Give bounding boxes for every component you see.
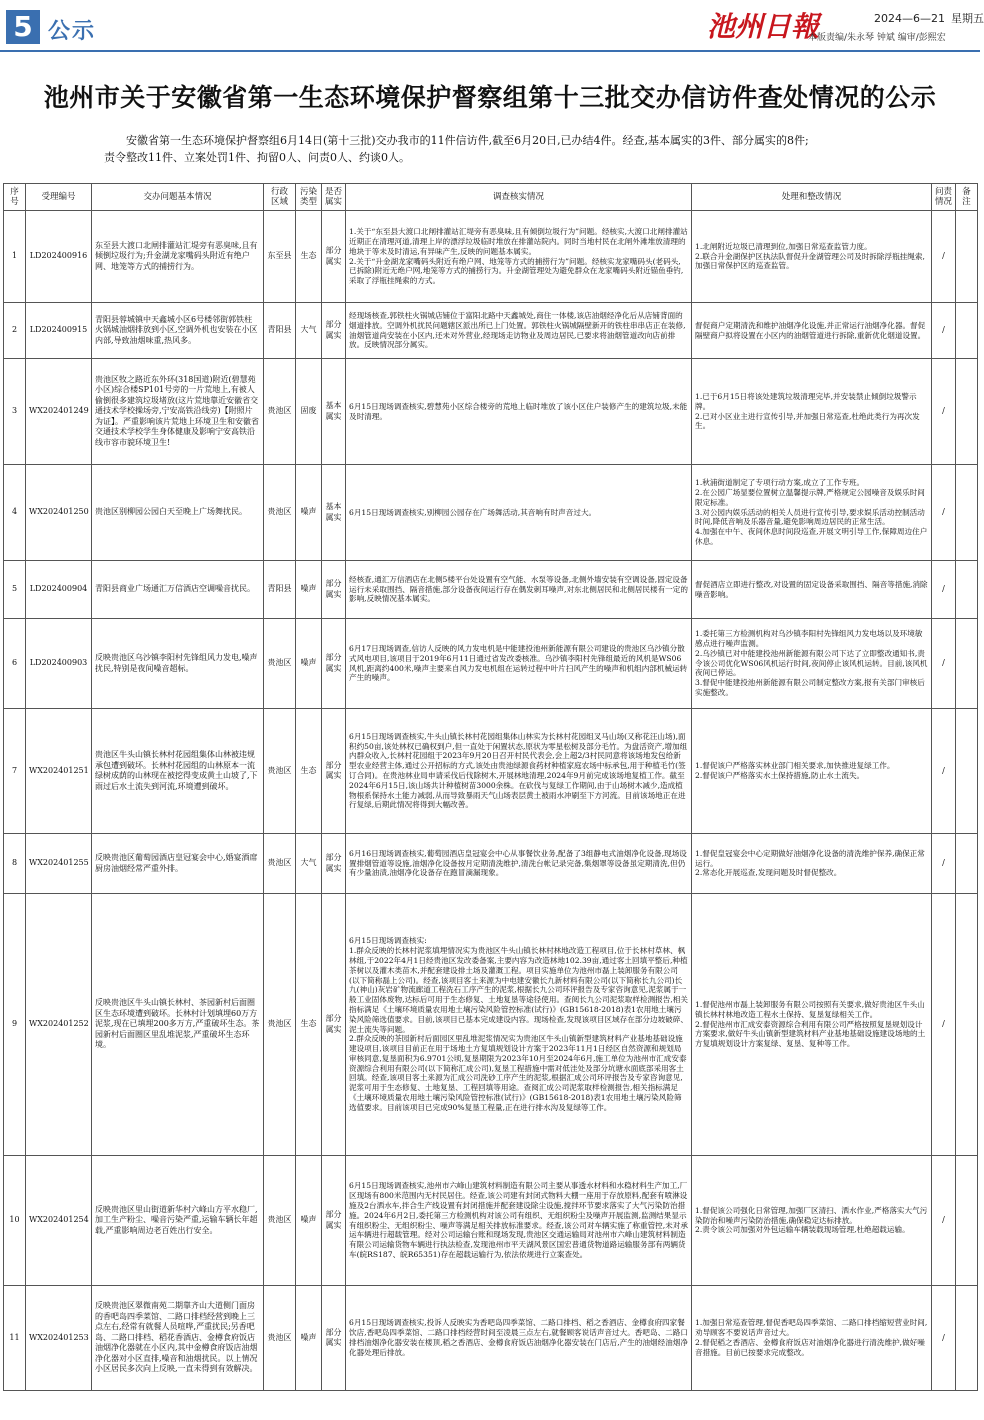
row-number: 7 [4,709,26,834]
petition-table [3,183,978,1391]
row-accountability: / [932,1156,956,1286]
row-accountability: / [932,709,956,834]
row-number: 4 [4,465,26,561]
row-note [956,359,978,465]
table-row [4,709,978,834]
row-accountability: / [932,303,956,359]
masthead-divider [0,50,980,52]
row-pollution-type: 固废 [296,359,322,465]
row-issue: 反映贵池区牛头山镇长林村、茶园新村后面圈区生态环境遭到破坏。长林村计划填埋60万方泥浆,现在已填埋200多万方,严重破坏生态。茶园新村后面圈区里乱堆泥浆,严重破坏生态环境。 [92,894,264,1156]
row-number: 9 [4,894,26,1156]
row-verified: 部分属实 [322,709,346,834]
row-issue: 反映贵池区葡萄园酒店皇冠宴会中心,婚宴酒席厨房油烟经常严重外排。 [92,834,264,894]
row-action: 督促商户定期清洗和维护油烟净化设施,并正常运行油烟净化器。督促隔壁商户拟将设置在小区内的油烟管道进行拆除,重新优化烟道设置。 [692,303,932,359]
row-verified: 部分属实 [322,894,346,1156]
row-number: 1 [4,211,26,303]
row-verified: 部分属实 [322,561,346,619]
row-investigation: 6月15日现场调查核实,牛头山镇长林村花园组集体山林实为长林村花园组叉马山场(又称花汪山场),面积约50亩,该处林权已确权到户,但一直处于闲置状态,原状为零星松树及部分毛竹。为盘活资产,增加组内群众收入,长林村花园组于2023年9月20日召开村民代表会,会上超2/3村民同意将该场地发包给新型农业经营主体,通过公开招标的方式,该处由贵池绿源食药材种植家庭农场中标承包,用于种植毛竹(签订合同)。在贵池林业局申请采伐后伐除树木,开展林地清理,2024年9月前完成该场地复植工作。截至2024年6月15日,该山场共计种植树苗3000余株。在砍伐与复绿工作期间,由于山场树木减少,造成植物根系保持水土能力减弱,从而导致暴雨天气山场表层黄土被雨水冲刷至下方河流。目前该场地正在进行复绿,后期此情况将得到大幅改善。 [346,709,692,834]
row-verified: 部分属实 [322,211,346,303]
row-region: 贵池区 [264,619,296,709]
row-accountability: / [932,465,956,561]
row-region: 贵池区 [264,894,296,1156]
table-row [4,1156,978,1286]
row-action: 1.督促该户严格落实林业部门相关要求,加快推进复绿工作。 2.督促该户严格落实水土保持措施,防止水土流失。 [692,709,932,834]
table-row [4,894,978,1156]
row-case-id: LD202400904 [26,561,92,619]
table-row [4,619,978,709]
row-action: 1.委托第三方检测机构对乌沙镇李阳村先锋组风力发电场以及环境敏感点进行噪声监测。 2.乌沙镇已对中能建投池州新能源有限公司下达了立即整改通知书,责令该公司优化WS06风机运行时间,夜间停止该风机运转。目前,该风机夜间已停运。 3.督促中能建投池州新能源有限公司制定整改方案,报有关部门审核后实施整改。 [692,619,932,709]
row-number: 3 [4,359,26,465]
row-pollution-type: 大气 [296,303,322,359]
row-pollution-type: 生态 [296,894,322,1156]
row-case-id: WX202401249 [26,359,92,465]
row-issue: 贵池区别柳园公园白天至晚上广场舞扰民。 [92,465,264,561]
row-verified: 部分属实 [322,619,346,709]
row-verified: 部分属实 [322,1156,346,1286]
issue-weekday: 星期五 [951,12,984,25]
row-investigation: 经现场核查,郭铁柱火锅城店铺位于富阳北路中天鑫城处,商住一体楼,该店油烟经净化后从店铺背面的烟道排放。空调外机扰民问题辖区派出所已上门处置。郭铁柱火锅城隔壁新开的铁柱串串店正在装修,油烟管道尚安装在小区内,还未对外营业,经现场走访物业及周边居民,已要求将油烟管道改向店前排放。反映情况部分属实。 [346,303,692,359]
table-row [4,359,978,465]
row-region: 贵池区 [264,709,296,834]
row-investigation: 6月15日现场调查核实,碧慧苑小区综合楼旁的荒地上临时堆放了该小区住户装修产生的建筑垃圾,未能及时清理。 [346,359,692,465]
row-issue: 贵池区牧之路近东外环(318国道)附近(碧慧苑小区)综合楼SP101号旁的一片荒地上,有被人偷倒很多建筑垃圾堵放(这片荒地靠近安徽省交通技术学校操场旁,宁安高铁沿线旁)【附照片为证】。严重影响该片荒地上环境卫生和安徽省交通技术学校学生身体健康及影响宁安高铁沿线市容市貌环境卫生! [92,359,264,465]
row-region: 贵池区 [264,1156,296,1286]
row-number: 10 [4,1156,26,1286]
table-row [4,465,978,561]
row-investigation: 1.关于“东至县大渡口北闸排灌站汇堤旁有恶臭味,且有倾倒垃圾行为”问题。经核实,大渡口北闸排灌站近期正在清理河道,清理上岸的漂浮垃圾临时堆放在排灌站院内。同时当地村民在北闸外滩堆放清理的地块于等未及时清运,有异味产生,反映的问题基本属实。 2.关于“升金湖龙家嘴码头附近有绝户网、地笼等方式的捕捞行为”问题。经核实龙家嘴码头(老码头,已拆除)附近无绝户网,地笼等方式的捕捞行为。升金湖管理处为避免群众在龙家嘴码头附近锚鱼垂钓,采取了浮瓶挂绳索的方式。 [346,211,692,303]
row-verified: 基本属实 [322,465,346,561]
row-note [956,619,978,709]
row-pollution-type: 大气 [296,834,322,894]
row-issue: 贵池区牛头山镇长林村花园组集体山林被违规承包遭到破坏。长林村花园组的山林原本一流绿树成荫的山林现在被挖得变成黄土山坡了,下雨过后水土流失到河流,环境遭到破坏。 [92,709,264,834]
header-id: 受理编号 [26,184,92,211]
row-accountability: / [932,1286,956,1391]
row-pollution-type: 噪声 [296,1156,322,1286]
row-number: 11 [4,1286,26,1391]
row-accountability: / [932,894,956,1156]
row-investigation: 6月15日现场调查核实,别柳园公园存在广场舞活动,其音响有时声音过大。 [346,465,692,561]
row-action: 1.加强日常巡查管理,督促香吧岛四季菜馆、二路口排档缩短营业时间,劝导顾客不要说话声音过大。 2.督促稻之香酒店、金樽食府饭店对油烟净化器进行清洗维护,做好噪音措施。目前已按要求完成整改。 [692,1286,932,1391]
page-number-badge: 5 [6,10,40,44]
row-verified: 基本属实 [322,359,346,465]
row-note [956,211,978,303]
intro-paragraph [104,132,884,166]
issue-date-line [868,10,984,26]
row-region: 贵池区 [264,1286,296,1391]
table-row [4,561,978,619]
row-case-id: WX202401252 [26,894,92,1156]
row-note [956,709,978,834]
row-case-id: WX202401253 [26,1286,92,1391]
row-issue: 反映贵池区里山街道新华村六峰山方平水稳厂,加工生产粉尘、噪音污染严重,运输车辆长年超载,严重影响周边老百姓出行安全。 [92,1156,264,1286]
row-pollution-type: 生态 [296,709,322,834]
row-investigation: 经核查,通汇万信酒店在北侧5楼平台处设置有空气能、水泵等设备,北侧外墙安装有空调设备,固定设备运行未采取围挡、隔音措施,部分设备夜间运行存在偶发刺耳噪声,对东北侧居民和北侧居民楼有一定的影响,反映情况基本属实。 [346,561,692,619]
row-issue: 反映贵池区乌沙镇李阳村先锋组风力发电,噪声扰民,特别是夜间噪音超标。 [92,619,264,709]
table-row [4,834,978,894]
row-region: 贵池区 [264,834,296,894]
editors-credit: 本版责编/朱永琴 钟斌 编审/彭熙宏 [808,33,946,43]
row-accountability: / [932,561,956,619]
row-action: 1.已于6月15日将该处建筑垃圾清理完毕,并安装禁止倾倒垃圾警示牌。 2.已对小区业主进行宣传引导,并加强日常巡查,杜绝此类行为再次发生。 [692,359,932,465]
table-header-row [4,184,978,211]
row-note [956,1286,978,1391]
row-action: 1.秋浦街道制定了专项行动方案,成立了工作专班。 2.在公园广场显要位置树立温馨提示牌,严格规定公园噪音及娱乐时间限定标准。 3.对公园内娱乐活动的相关人员进行宣传引导,要求娱乐活动控制活动时间,降低音响及乐器音量,避免影响周边居民的正常生活。 4.加强在中午、夜间休息时间段巡查,开展文明引导工作,保障周边住户休息。 [692,465,932,561]
row-note [956,834,978,894]
row-case-id: WX202401251 [26,709,92,834]
header-action: 处理和整改情况 [692,184,932,211]
header-verified: 是否属实 [322,184,346,211]
row-action: 1.督促皇冠宴会中心定期做好油烟净化设备的清洗维护保养,确保正常运行。 2.常态化开展巡查,发现问题及时督促整改。 [692,834,932,894]
row-number: 2 [4,303,26,359]
row-region: 贵池区 [264,359,296,465]
header-type: 污染类型 [296,184,322,211]
row-note [956,303,978,359]
row-verified: 部分属实 [322,1286,346,1391]
row-note [956,894,978,1156]
row-issue: 青阳县蓉城镇中天鑫城小区6号楼邻街郭铁柱火锅城油烟排放到小区,空调外机也安装在小区内部,导致油烟味重,热风多。 [92,303,264,359]
row-issue: 反映贵池区翠微南苑二期靠齐山大道侧门面房的香吧岛四季菜馆、二路口排档经营到晚上三点左右,经常有就餐人员喧哗,严重扰民;另香吧岛、二路口排档、稻花香酒店、金樽食府饭店油烟净化器就在小区内,其中金樽食府饭店油烟净化器对小区直排,噪音和油烟扰民。以上情况小区居民多次向上反映,一直未得到有效解决。 [92,1286,264,1391]
header-accountability: 问责情况 [932,184,956,211]
row-region: 东至县 [264,211,296,303]
row-accountability: / [932,834,956,894]
table-row [4,1286,978,1391]
row-case-id: LD202400903 [26,619,92,709]
row-note [956,465,978,561]
row-pollution-type: 噪声 [296,561,322,619]
header-region: 行政区域 [264,184,296,211]
header-investigation: 调查核实情况 [346,184,692,211]
row-region: 贵池区 [264,465,296,561]
row-issue: 东至县大渡口北闸排灌站汇堤旁有恶臭味,且有倾倒垃圾行为;升金湖龙家嘴码头附近有绝户网、地笼等方式的捕捞行为。 [92,211,264,303]
row-action: 1.督促该公司强化日常管理,加强厂区清扫、洒水作业,严格落实大气污染防治和噪声污染防治措施,确保稳定达标排放。 2.责令该公司加强对外包运输车辆装载现场管理,杜绝超载运输。 [692,1156,932,1286]
row-note [956,561,978,619]
row-verified: 部分属实 [322,834,346,894]
row-action: 1.督促池州市磊上装卸服务有限公司按照有关要求,做好贵池区牛头山镇长林村林地改造工程水土保持、复垦复绿相关工作。 2.督促池州市汇成安泰资源综合利用有限公司严格按照复垦规划设计方案要求,做好牛头山镇新型建筑材料产业基地基础设施建设场地的土方复填规划设计方案复绿、复垦、复种等工作。 [692,894,932,1156]
row-accountability: / [932,619,956,709]
row-accountability: / [932,211,956,303]
row-issue: 青阳县商业广场通汇万信酒店空调噪音扰民。 [92,561,264,619]
row-case-id: LD202400915 [26,303,92,359]
row-pollution-type: 噪声 [296,619,322,709]
table-row [4,211,978,303]
row-pollution-type: 噪声 [296,465,322,561]
row-case-id: WX202401255 [26,834,92,894]
row-investigation: 6月15日现场调查核实,投诉人反映实为香吧岛四季菜馆、二路口排档、稻之香酒店、金樽食府四家餐饮店,香吧岛四季菜馆、二路口排档经营时间至凌晨三点左右,就餐顾客说话声音过大。香吧岛、二路口排档油烟净化器安装在楼顶,稻之香酒店、金樽食府饭店油烟净化器安装在门店后,产生的油烟经油烟净化器处理后排放。 [346,1286,692,1391]
row-investigation: 6月15日现场调查核实,池州市六峰山建筑材料制造有限公司主要从事透水材料和水稳材料生产加工,厂区现场有800米范围内无村民居住。经查,该公司建有封闭式物料大棚一座用于存放原料,配套有喷淋设施及2台洒水车,拌合生产线设置有封闭措施并配套建设除尘设施,搅拌环节要求落实了大气污染防治措施。2024年6月2日,委托第三方检测机构对该公司有组织、无组织粉尘及噪声开展监测,监测结果显示有组织粉尘、无组织粉尘、噪声等满足相关排放标准要求。经查,该公司对车辆实施了称重管控,未对承运车辆进行超载管理。经对公司运输台账和现场发现,贵池区交通运输局对池州市六峰山建筑材料制造有限公司运输货物车辆进行执法检查,发现池州市平天湖风景区国宏普通货物道路运输服务部有两辆货车(皖RS187、皖R65351)存在超载运输行为,依法依规进行立案查处。 [346,1156,692,1286]
row-case-id: WX202401250 [26,465,92,561]
row-region: 青阳县 [264,561,296,619]
article-headline: 池州市关于安徽省第一生态环境保护督察组第十三批交办信访件查处情况的公示 [43,83,937,112]
header-no: 序号 [4,184,26,211]
issue-date: 2024—6—21 [874,12,945,25]
row-verified: 部分属实 [322,303,346,359]
row-number: 6 [4,619,26,709]
row-note [956,1156,978,1286]
row-investigation: 6月16日现场调查核实,葡萄园酒店皇冠宴会中心从事餐饮业务,配备了3组静电式油烟净化设备,现场设置排烟管道等设施,油烟净化设备按月定期清洗维护,清洗台帐记录完备,集烟罩等设备虽定期清洗,但仍有少量油渍,油烟净化设备存在跑冒滴漏现象。 [346,834,692,894]
row-action: 1.北闸附近垃圾已清理到位,加强日常巡查监管力度。 2.联合升金湖保护区执法队督促升金湖管理公司及时拆除浮瓶挂绳索,加强日常保护区的巡查监管。 [692,211,932,303]
table-row [4,303,978,359]
header-issue: 交办问题基本情况 [92,184,264,211]
row-investigation: 6月15日现场调查核实: 1.群众反映的长林村泥浆填埋情况实为贵池区牛头山镇长林村林地改造工程项目,位于长林村草林、枫林组,于2022年4月1日经贵池区发改委备案,主要内容为改造林地102.39亩,通过客土回填平整后,种植茶树以及灌木类苗木,并配套建设排土场及灌溉工程。项目实施单位为池州市磊上装卸服务有限公司(以下简称磊上公司)。经查,该项目客土来源为中电建安徽长九新材料有限公司(以下简称长九公司)长九(神山)灰岩矿物流廊道工程洗石工序产生的泥浆,根据长九公司环评报告及专家咨询意见,泥浆属于一般工业固体废物,达标后可用于生态修复、土地复垦等途径使用。查阅长九公司泥浆取样检测报告,相关指标满足《土壤环境质量农用地土壤污染风险管控标准(试行)》(GB15618-2018)表1农用地土壤污染风险筛选值要求。目前,该项目已基本完成建设内容。现场检查,发现该项目区域存在部分边坡破碎、泥土流失等问题。 2.群众反映的茶园新村后面园区里乱堆泥浆情况实为贵池区牛头山镇新型建筑材料产业基地基础设施建设项目,该项目目前正在用于场地土方复填规划设计方案于2023年11月1日经区自然资源和规划局审核同意,复垦面积为6.9701公顷,复垦期限为2023年10月至2024年6月,施工单位为池州市汇成安泰资源综合利用有限公司(以下简称汇成公司),复垦工程措施中需对低洼处及部分坑塘水面底部采用客土回填。经查,该项目客土来源为汇成公司洗砂工序产生的泥浆,根据汇成公司环评报告及专家咨询意见,泥浆可用于生态修复、土地复垦、工程回填等用途。查阅汇成公司泥浆取样检测报告,相关指标满足《土壤环境质量农用地土壤污染风险管控标准(试行)》(GB15618-2018)表1农用地土壤污染风险筛选值要求。目前该项目已完成90%复垦工程量,正在进行排水沟及复绿等工作。 [346,894,692,1156]
header-note: 备注 [956,184,978,211]
row-accountability: / [932,359,956,465]
row-action: 督促酒店立即进行整改,对设置的固定设备采取围挡、隔音等措施,消除噪音影响。 [692,561,932,619]
row-case-id: WX202401254 [26,1156,92,1286]
row-region: 青阳县 [264,303,296,359]
row-case-id: LD202400916 [26,211,92,303]
row-pollution-type: 噪声 [296,1286,322,1391]
row-pollution-type: 生态 [296,211,322,303]
intro-line-1: 安徽省第一生态环境保护督察组6月14日(第十三批)交办我市的11件信访件,截至6月20日,已办结4件。经查,基本属实的3件、部分属实的8件; [126,134,809,147]
masthead [0,0,984,54]
row-number: 5 [4,561,26,619]
svg-text:池州日報: 池州日報 [707,10,820,43]
row-number: 8 [4,834,26,894]
intro-line-2: 责令整改11件、立案处罚1件、拘留0人、问责0人、约谈0人。 [104,151,410,164]
section-name: 公示 [48,19,97,44]
row-investigation: 6月17日现场调查,信访人反映的风力发电机是中能建投池州新能源有限公司建设的贵池区乌沙镇分散式风电项目,该项目于2019年6月11日通过省发改委核准。乌沙镇李阳村先锋组最近的风机是WS06风机,距离约400米,噪声主要来自风力发电机组在运转过程中叶片扫风产生的噪声和机组内部机械运转产生的噪声。 [346,619,692,709]
